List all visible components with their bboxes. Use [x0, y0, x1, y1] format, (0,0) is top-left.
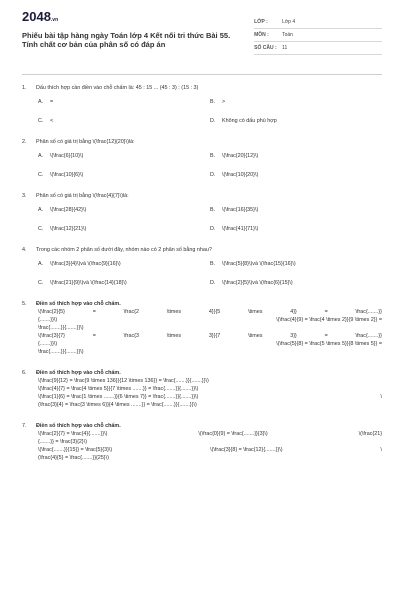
expr-part: {.......}}\) [38, 317, 58, 323]
option-letter: B. [210, 153, 216, 159]
option-letter: C. [38, 226, 44, 232]
q5-body [22, 308, 382, 356]
expr-part: \(\frac{3}{8} = \frac{12}{.......}}\) [210, 447, 283, 453]
logo-suffix: .vn [50, 17, 59, 23]
option-letter: A. [38, 99, 44, 105]
q5-line-2 [38, 316, 382, 324]
option-letter: A. [38, 261, 44, 267]
question-2 [22, 138, 382, 179]
expr-part: 3}} [290, 333, 297, 339]
option-letter: B. [210, 99, 216, 105]
option-letter: C. [38, 280, 44, 286]
option-a[interactable] [38, 206, 210, 214]
option-d[interactable] [210, 117, 382, 125]
question-number: 5. [22, 301, 27, 307]
question-number: 4. [22, 247, 27, 253]
option-text: \(\frac{10}{20}\) [222, 172, 259, 178]
question-text: Phân số có giá trị bằng \(\frac{12}{20}\)là: [36, 139, 135, 145]
info-row-class [254, 16, 382, 29]
option-d[interactable] [210, 171, 382, 179]
option-c[interactable] [38, 117, 210, 125]
option-text: > [222, 99, 226, 105]
expr-part: \ [380, 447, 382, 453]
q6-line-4: (\frac{3}{4} = \frac{3 \times 6}}{4 \times .......}} = \frac{.......}}{.......}}\) [38, 402, 197, 408]
question-text: Điền số thích hợp vào chỗ chấm. [36, 301, 121, 307]
info-box [254, 16, 382, 55]
option-text: \(\frac{10}{6}\) [50, 172, 84, 178]
expr-part: \(\frac{.......}}{15}} = \frac{5}{3}\) [38, 447, 113, 453]
question-text: Dấu thích hợp cần điền vào chỗ chấm là: 45 : 15 ... (45 : 3) : (15 : 3) [36, 85, 199, 91]
expr-part: \frac{.......}} [355, 309, 382, 315]
option-text: \(\frac{6}{10}\) [50, 153, 84, 159]
question-3 [22, 192, 382, 233]
info-label: SỐ CÂU : [254, 45, 277, 51]
info-row-subject [254, 29, 382, 42]
expr-part: \frac{2 [123, 309, 139, 315]
expr-part: \(\frac{1}{6} = \frac{1 \times .......}}{6 \times 7}} = \frac{.......}}{.......}}\) [38, 394, 199, 400]
expr-part: \(\frac{2}{5} [38, 309, 65, 315]
expr-part: {.......}}\) [38, 341, 58, 347]
option-text: < [50, 118, 54, 124]
expr-part: 4}}{5 [208, 309, 221, 315]
question-list [22, 84, 382, 462]
info-row-count [254, 42, 382, 55]
info-value: Lớp 4 [282, 19, 296, 25]
question-text: Trong các nhóm 2 phân số dưới đây, nhóm nào có 2 phân số bằng nhau? [36, 247, 212, 253]
q6-line-2: \(\frac{4}{7} = \frac{4 \times 5}}{7 \times .......}} = \frac{.......}}{.......}}\) [38, 386, 199, 392]
option-c[interactable] [38, 279, 210, 287]
option-letter: C. [38, 172, 44, 178]
option-text: \(\frac{28}{42}\) [50, 207, 87, 213]
question-number: 7. [22, 423, 27, 429]
logo-text: 2048 [22, 9, 51, 24]
info-value: Toán [282, 32, 293, 38]
option-text: \(\frac{21}{9}\)và \(\frac{14}{18}\) [50, 280, 127, 286]
option-text: \(\frac{41}{71}\) [222, 226, 259, 232]
question-text: Điền số thích hợp vào chỗ chấm. [36, 370, 121, 376]
question-1 [22, 84, 382, 125]
question-text: Điền số thích hợp vào chỗ chấm. [36, 423, 121, 429]
option-b[interactable] [210, 206, 382, 214]
option-b[interactable] [210, 152, 382, 160]
q5-line-4 [38, 332, 382, 340]
option-text: \(\frac{20}{12}\) [222, 153, 259, 159]
option-letter: D. [210, 226, 216, 232]
option-letter: D. [210, 280, 216, 286]
question-6 [22, 369, 382, 409]
worksheet-title [22, 31, 254, 49]
option-text: = [50, 99, 54, 105]
title-line-2: Tính chất cơ bản của phân số có đáp án [22, 40, 166, 49]
question-7 [22, 422, 382, 462]
question-4 [22, 246, 382, 287]
option-letter: B. [210, 261, 216, 267]
info-label: LỚP : [254, 19, 268, 25]
option-d[interactable] [210, 279, 382, 287]
expr-part: \(\frac{21} [358, 431, 382, 437]
expr-part: \ [380, 394, 382, 400]
question-5 [22, 300, 382, 356]
option-a[interactable] [38, 260, 210, 268]
option-letter: D. [210, 172, 216, 178]
option-text: Không có dấu phù hợp [222, 118, 277, 124]
expr-part: \times [248, 309, 263, 315]
q5-line-1 [38, 308, 382, 316]
q5-line-3: \frac{.......}}{.......}}\) [38, 325, 84, 331]
expr-part: \(\frac{4}{9} = \frac{4 \times 2}}{9 \times 2}} = [276, 317, 382, 323]
expr-part: \times [166, 309, 182, 315]
question-number: 2. [22, 139, 27, 145]
q6-line-3 [38, 393, 382, 401]
q7-line-2: {.......}} = \frac{3}{2}\) [38, 439, 88, 445]
expr-part: 4}} [290, 309, 297, 315]
option-c[interactable] [38, 171, 210, 179]
expr-part: \frac{3 [123, 333, 139, 339]
question-number: 6. [22, 370, 27, 376]
header-divider [22, 74, 382, 75]
expr-part: \times [248, 333, 263, 339]
expr-part: 3}}{7 [208, 333, 221, 339]
option-text: \(\frac{12}{21}\) [50, 226, 87, 232]
expr-part: = [92, 333, 96, 339]
option-letter: B. [210, 207, 216, 213]
expr-part: = [324, 309, 328, 315]
option-letter: C. [38, 118, 44, 124]
option-letter: D. [210, 118, 216, 124]
option-a[interactable] [38, 152, 210, 160]
info-value: 11 [282, 45, 288, 51]
expr-part: \times [166, 333, 182, 339]
expr-part: \(\frac{3}{7} [38, 333, 65, 339]
worksheet-header [22, 10, 382, 66]
option-d[interactable] [210, 225, 382, 233]
expr-part: = [92, 309, 96, 315]
option-letter: A. [38, 153, 44, 159]
q5-line-6: \frac{.......}}{.......}}\) [38, 349, 84, 355]
q6-body [22, 377, 382, 409]
q7-body [22, 430, 382, 462]
expr-part: = [324, 333, 328, 339]
option-text: \(\frac{5}{8}\)và \(\frac{15}{16}\) [222, 261, 296, 267]
option-b[interactable] [210, 260, 382, 268]
option-a[interactable] [38, 98, 210, 106]
option-text: \(\frac{16}{35}\) [222, 207, 259, 213]
option-letter: A. [38, 207, 44, 213]
expr-part: \(\frac{0}{9} = \frac{.......}}{3}\) [198, 431, 268, 437]
expr-part: \frac{.......}} [355, 333, 382, 339]
info-label: MÔN : [254, 32, 269, 38]
option-c[interactable] [38, 225, 210, 233]
q7-line-4: (\frac{4}{5} = \frac{.......}}{25}\) [38, 455, 109, 461]
header-left [22, 10, 254, 49]
q6-line-1: \(\frac{9}{12} = \frac{9 \times 136}}{12 \times 136}} = \frac{.......}}{.......}}\) [38, 378, 209, 384]
option-text: \(\frac{2}{5}\)và \(\frac{6}{15}\) [222, 280, 293, 286]
option-b[interactable] [210, 98, 382, 106]
q7-line-3 [38, 446, 382, 454]
q5-line-5 [38, 340, 382, 348]
title-line-1: Phiếu bài tập hàng ngày Toán lớp 4 Kết nối tri thức Bài 55. [22, 31, 231, 40]
option-text: \(\frac{3}{4}\)và \(\frac{9}{16}\) [50, 261, 121, 267]
question-number: 1. [22, 85, 27, 91]
question-number: 3. [22, 193, 27, 199]
expr-part: \(\frac{5}{8} = \frac{5 \times 5}}{8 \times 5}} = [276, 341, 382, 347]
question-text: Phân số có giá trị bằng \(\frac{4}{7}\)là: [36, 193, 129, 199]
q7-line-1 [38, 430, 382, 438]
site-logo[interactable] [22, 10, 254, 27]
expr-part: \(\frac{2}{7} = \frac{4}{.......}}\) [38, 431, 108, 437]
